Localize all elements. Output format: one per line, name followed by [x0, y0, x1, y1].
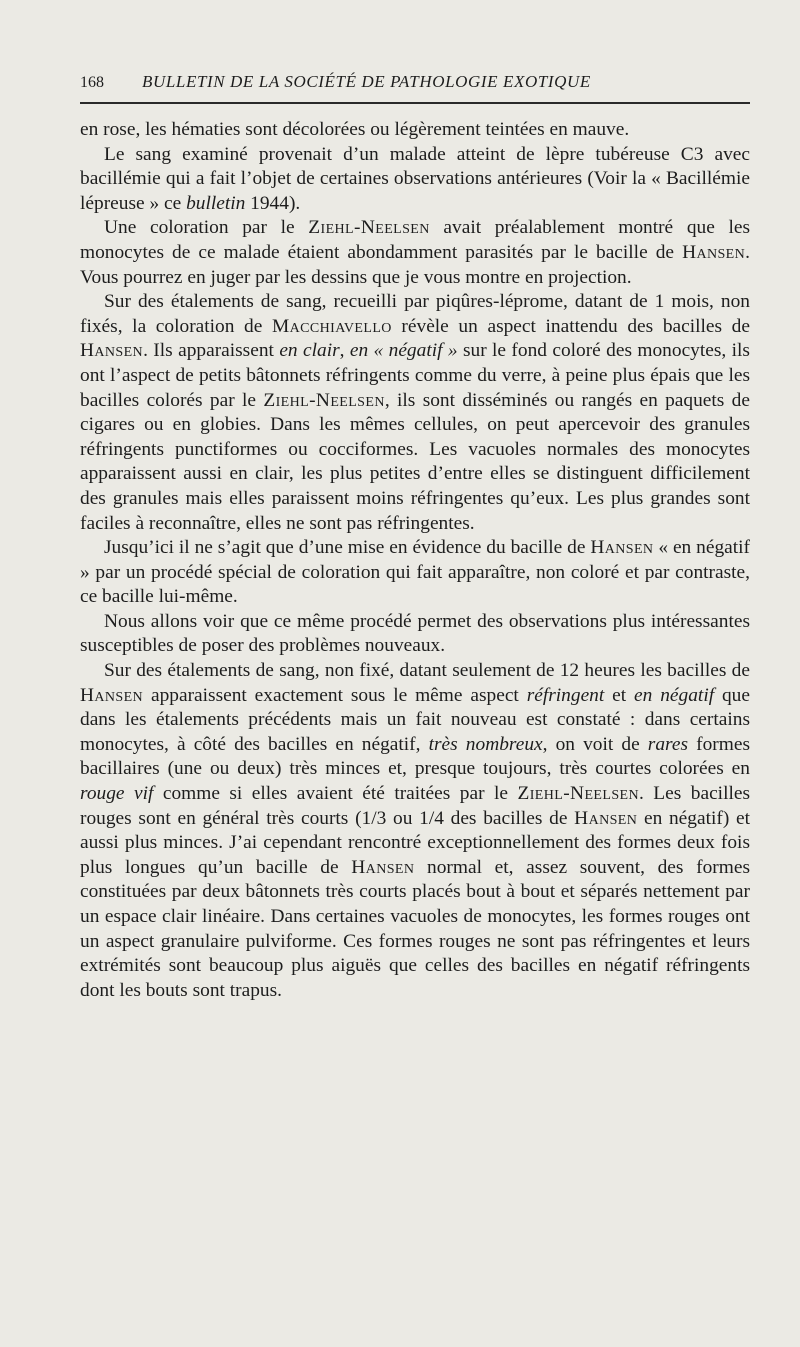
- small-caps-name: Hansen: [682, 241, 746, 263]
- text-run: apparaissent exactement sous le même aspect: [143, 684, 527, 706]
- small-caps-name: Hansen: [351, 856, 415, 878]
- text-run: . Ils apparaissent: [143, 340, 280, 362]
- text-run: Jusqu’ici il ne s’agit que d’une mise en évidence du bacille de: [104, 537, 591, 559]
- small-caps-name: Hansen: [80, 340, 144, 362]
- text-run: Nous allons voir que ce même procédé permet des observations plus intéressantes susceptibles de poser des problèmes nouveaux.: [80, 610, 750, 657]
- text-run: avait préalablement montré que les monocytes de ce malade étaient abondamment parasités par le bacille de: [80, 217, 751, 263]
- page-number: 168: [80, 74, 104, 91]
- paragraph: [80, 118, 750, 143]
- small-caps-name: Ziehl-Neelsen: [263, 389, 385, 411]
- paragraph: [80, 290, 750, 536]
- text-run: Sur des étalements de sang, non fixé, datant seulement de 12 heures les bacilles de: [104, 660, 750, 682]
- text-run: révèle un aspect inattendu des bacilles de: [391, 315, 750, 337]
- text-run: en rose, les hématies sont décolorées ou légèrement teintées en mauve.: [80, 119, 630, 140]
- text-run: , ils sont disséminés ou rangés en paquets de cigares ou en globies. Dans les mêmes cellules, on peut apercevoir des granules réfringents punctiformes ou cocciformes. Les vacuoles normales des monocytes apparaissent aussi en clair, les plus petites d’entre elles se distinguent difficilement des granules mais elles paraissent moins réfringentes qu’eux. Les plus grandes sont faciles à reconnaître, elles ne sont pas réfringentes.: [80, 389, 750, 534]
- italic-text: rares: [647, 733, 689, 755]
- paragraph: [80, 536, 750, 610]
- italic-text: bulletin: [186, 192, 246, 214]
- paragraph: [80, 659, 750, 1003]
- text-run: Sur des étalements de sang, recueilli par piqûres-léprome, datant de 1 mois, non fixés, la coloration de: [80, 291, 750, 337]
- small-caps-name: Hansen: [80, 684, 144, 706]
- body-text: [80, 118, 750, 1003]
- text-run: , on voit de: [542, 733, 648, 755]
- text-run: et: [604, 684, 635, 706]
- text-run: Une coloration par le: [104, 217, 309, 239]
- small-caps-name: Macchiavello: [272, 315, 392, 337]
- italic-text: réfringent: [526, 684, 605, 706]
- running-title: BULLETIN DE LA SOCIÉTÉ DE PATHOLOGIE EXOTIQUE: [142, 72, 591, 91]
- text-run: sur le fond coloré des monocytes, ils ont l’aspect de petits bâtonnets réfringents comme du verre, à peine plus épais que les bacilles colorés par le: [80, 340, 750, 411]
- small-caps-name: Ziehl-Neelsen: [308, 217, 430, 239]
- header-rule: [80, 102, 750, 104]
- text-run: 1944).: [245, 192, 301, 214]
- text-run: formes bacillaires (une ou deux) très minces et, presque toujours, très courtes colorées en: [80, 733, 750, 780]
- italic-text: en clair: [279, 340, 340, 362]
- text-run: normal et, assez souvent, des formes constituées par deux bâtonnets très courts placés bout à bout et séparés nettement par un espace clair linéaire. Dans certaines vacuoles de monocytes, les formes rouges ont un aspect granulaire pulviforme. Ces formes rouges ne sont pas réfringentes et leurs extrémités sont beaucoup plus aiguës que celles des bacilles en négatif réfringents dont les bouts sont trapus.: [80, 856, 750, 1001]
- text-run: « en négatif » par un procédé spécial de coloration qui fait apparaître, non coloré et par contraste, ce bacille lui-même.: [80, 537, 750, 608]
- italic-text: très nombreux: [428, 733, 543, 755]
- italic-text: en « négatif »: [349, 340, 458, 362]
- small-caps-name: Ziehl-Neelsen: [517, 783, 639, 805]
- italic-text: rouge vif: [80, 783, 154, 805]
- text-run: comme si elles avaient été traitées par le: [153, 783, 518, 805]
- running-header: [80, 72, 750, 98]
- text-run: en négatif) et aussi plus minces. J’ai cependant rencontré exceptionnellement des formes deux fois plus longues qu’un bacille de: [80, 807, 750, 878]
- text-run: que dans les étalements précédents mais un fait nouveau est constaté : dans certains monocytes, à côté des bacilles en négatif,: [80, 684, 750, 755]
- text-run: . Vous pourrez en juger par les dessins que je vous montre en projection.: [80, 241, 750, 288]
- italic-text: en négatif: [634, 684, 715, 706]
- small-caps-name: Hansen: [590, 537, 654, 559]
- text-run: ,: [339, 340, 350, 362]
- paragraph: [80, 610, 750, 659]
- small-caps-name: Hansen: [574, 807, 638, 829]
- text-run: . Les bacilles rouges sont en général très courts (1/3 ou 1/4 des bacilles de: [80, 783, 750, 829]
- paragraph: [80, 143, 750, 217]
- text-run: Le sang examiné provenait d’un malade atteint de lèpre tubéreuse C3 avec bacillémie qui a fait l’objet de certaines observations antérieures (Voir la « Bacillémie lépreuse » ce: [80, 143, 750, 214]
- paragraph: [80, 216, 750, 290]
